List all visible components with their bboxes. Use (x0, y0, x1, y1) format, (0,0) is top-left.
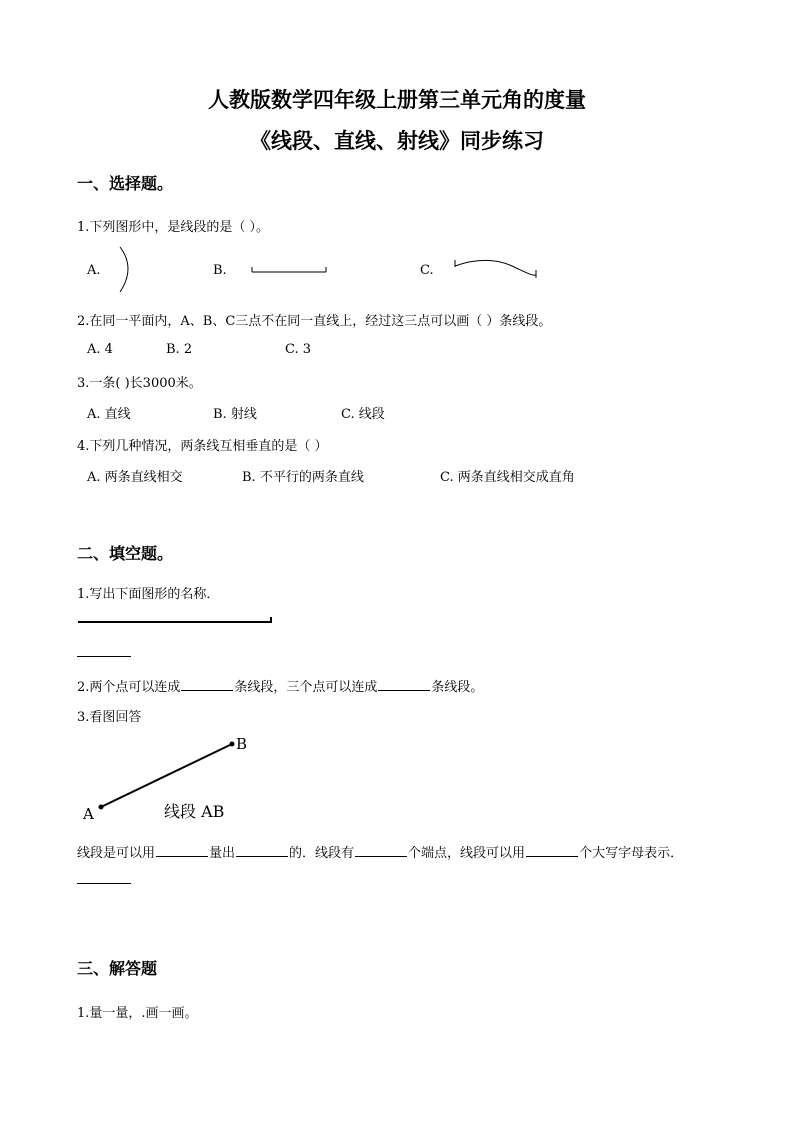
s2-q2-blank-1[interactable] (181, 689, 233, 691)
s1-q3-text: 3.一条( )长3000米。 (77, 376, 202, 391)
s2-q2-part1: 2.两个点可以连成 (77, 680, 181, 695)
s2-q2-part3: 条线段。 (431, 680, 484, 695)
page-title: 人教版数学四年级上册第三单元角的度量 (208, 88, 586, 112)
s1-q2-option-c: C. 3 (285, 342, 312, 357)
s3-q1-text: 1.量一量，.画一画。 (77, 1006, 198, 1021)
option-b-segment-figure (250, 262, 330, 276)
s1-q4-option-c: C. 两条直线相交成直角 (440, 470, 575, 485)
s2-q2-line (77, 676, 483, 695)
s2-q3-part5: 个大写字母表示． (579, 846, 684, 861)
section-2-heading: 二、填空题。 (77, 544, 174, 563)
s1-q4-option-b: B. 不平行的两条直线 (242, 470, 364, 485)
option-c-curve-figure (452, 256, 542, 282)
s1-q3-option-a: A. 直线 (87, 407, 131, 422)
s1-q1-option-c: C. (420, 263, 434, 278)
segment-ab-caption: 线段 AB (164, 802, 225, 821)
section-1-heading: 一、选择题。 (77, 174, 174, 193)
s1-q3-option-c: C. 线段 (341, 407, 385, 422)
s2-q3-part4: 个端点，线段可以用 (408, 846, 526, 861)
s2-q1-ray-figure (78, 614, 274, 628)
s2-q3-blank-2[interactable] (236, 855, 288, 857)
section-3-heading: 三、解答题 (77, 959, 158, 978)
s1-q2-option-b: B. 2 (166, 342, 193, 357)
s1-q1-text: 1.下列图形中，是线段的是（ ）。 (77, 220, 270, 235)
s1-q3-option-b: B. 射线 (213, 407, 257, 422)
s2-q3-fill-line (77, 842, 683, 861)
s2-q3-extra-blank[interactable] (77, 883, 131, 884)
s2-q3-part1: 线段是可以用 (77, 846, 156, 861)
s1-q1-option-a: A. (87, 263, 101, 278)
point-a-label: A (83, 805, 94, 823)
s2-q3-part2: 量出 (209, 846, 236, 861)
s1-q1-option-b: B. (213, 263, 227, 278)
page-subtitle: 《线段、直线、射线》同步练习 (250, 129, 544, 153)
s2-q1-answer-blank[interactable] (77, 656, 131, 657)
s1-q4-option-a: A. 两条直线相交 (87, 470, 183, 485)
s2-q2-part2: 条线段，三个点可以连成 (234, 680, 378, 695)
option-a-arc-figure (110, 246, 140, 294)
s2-q3-text: 3.看图回答 (77, 710, 142, 725)
s2-q1-text: 1.写出下面图形的名称． (77, 587, 220, 602)
s2-q2-blank-2[interactable] (378, 689, 430, 691)
s1-q2-text: 2.在同一平面内，A、B、C三点不在同一直线上，经过这三点可以画（ ）条线段。 (77, 314, 552, 329)
s1-q2-option-a: A. 4 (87, 342, 113, 357)
s1-q4-text: 4.下列几种情况，两条线互相垂直的是（ ） (77, 439, 328, 454)
s2-q3-blank-3[interactable] (355, 855, 407, 857)
point-b-label: B (236, 735, 248, 753)
s2-q3-blank-1[interactable] (156, 855, 208, 857)
s2-q3-part3: 的．线段有 (289, 846, 355, 861)
s2-q3-blank-4[interactable] (526, 855, 578, 857)
